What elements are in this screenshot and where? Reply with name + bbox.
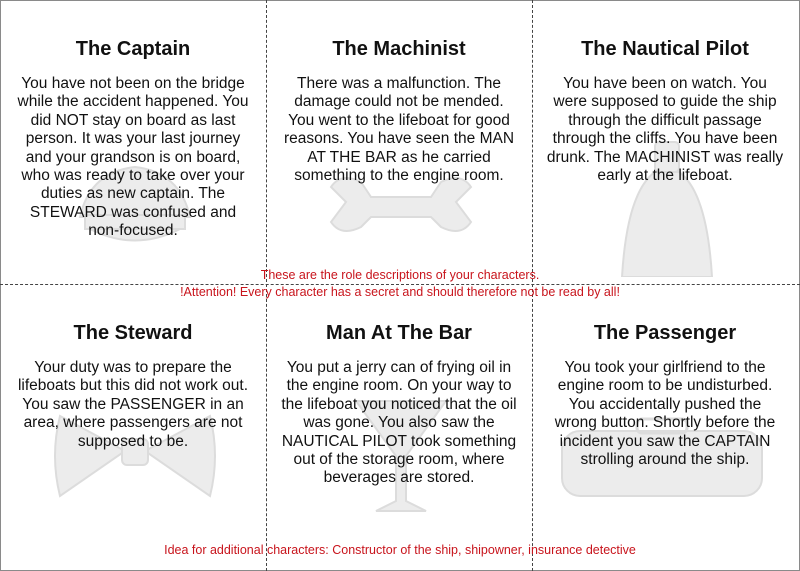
role-description-note: These are the role descriptions of your characters. <box>260 268 540 282</box>
card-description: You have been on watch. You were supposed to guide the ship through the difficult passage through the cliffs. You have been drunk. The MACHINIST was really early at the lifeboat. <box>546 75 784 185</box>
card-title: Man At The Bar <box>326 322 472 344</box>
card-title: The Steward <box>73 322 193 344</box>
card-machinist <box>266 37 532 185</box>
card-description: You have not been on the bridge while the accident happened. You did NOT stay on board as last person. It was your last journey and your grandson is on board, who was ready to take over your duties as new captain. The STEWARD was confused and non-focused. <box>17 75 249 240</box>
card-title: The Nautical Pilot <box>581 38 749 60</box>
card-description: Your duty was to prepare the lifeboats but this did not work out. You saw the PASSENGER in an area, where passengers are not supposed to be. <box>17 359 249 450</box>
additional-characters-note: Idea for additional characters: Constructor of the ship, shipowner, insurance detective <box>164 543 636 557</box>
attention-note: !Attention! Every character has a secret and should therefore not be read by all! <box>180 285 620 299</box>
card-steward <box>0 321 266 451</box>
card-nautical-pilot <box>532 37 798 185</box>
card-passenger <box>532 321 798 469</box>
card-title: The Captain <box>75 38 191 60</box>
card-title: The Passenger <box>593 322 737 344</box>
card-title: The Machinist <box>332 38 466 60</box>
card-captain <box>0 37 266 241</box>
card-man-at-the-bar <box>266 321 532 488</box>
card-description: You put a jerry can of frying oil in the engine room. On your way to the lifeboat you noticed that the oil was gone. You also saw the NAUTICAL PILOT took something out of the storage room, where beverages are stored. <box>281 359 517 487</box>
card-description: You took your girlfriend to the engine room to be undisturbed. You accidentally pushed the wrong button. Shortly before the incident you saw the CAPTAIN strolling around the ship. <box>554 359 776 469</box>
card-description: There was a malfunction. The damage could not be mended. You went to the lifeboat for good reasons. You have seen the MAN AT THE BAR as he carried something to the engine room. <box>283 75 515 185</box>
